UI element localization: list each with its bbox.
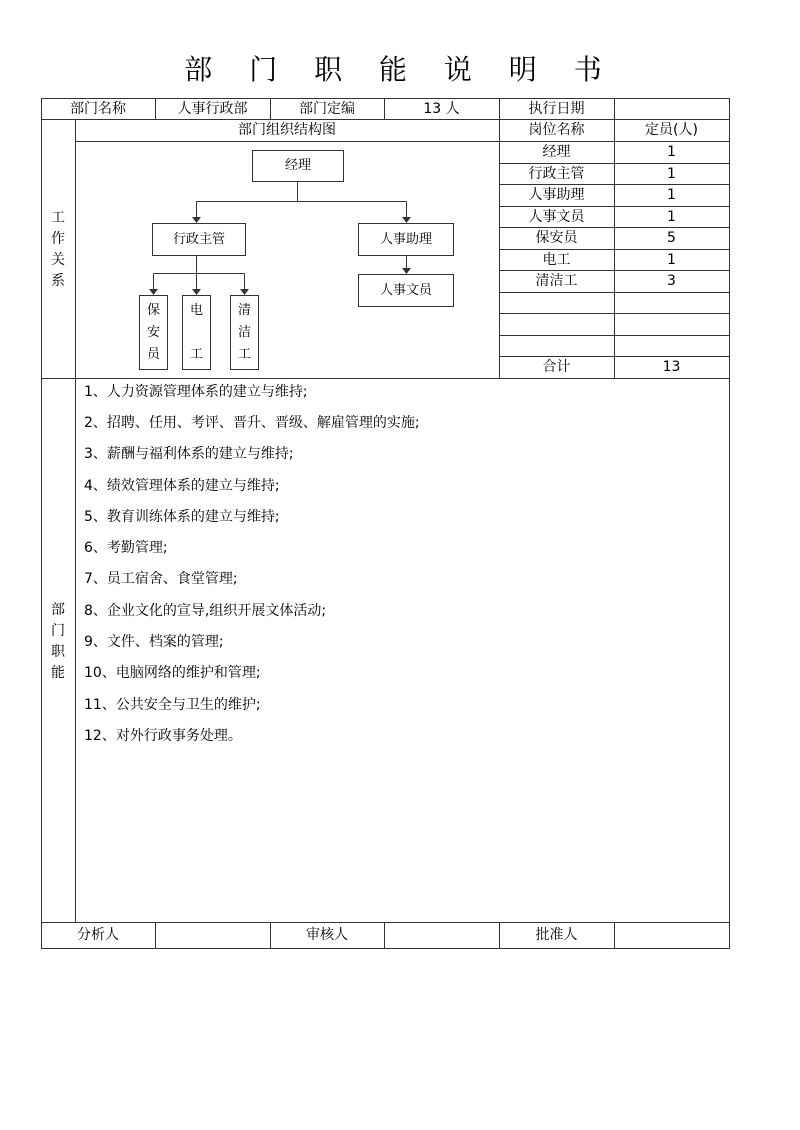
position-name: 人事助理: [528, 187, 585, 203]
page-title: 部 门 职 能 说 明 书: [184, 53, 616, 86]
list-item: 11、公共安全与卫生的维护;: [84, 697, 261, 713]
list-item: 9、文件、档案的管理;: [84, 634, 224, 650]
position-name: 电工: [542, 252, 571, 268]
total-value: 13: [662, 359, 681, 375]
org-node-hr-clerk: 人事文员: [358, 274, 454, 307]
position-count: 1: [667, 252, 676, 268]
position-count: 1: [667, 166, 676, 182]
quota-header: 定员(人): [645, 122, 698, 138]
position-count: 1: [667, 187, 676, 203]
exec-date-label: 执行日期: [528, 101, 585, 117]
list-item: 10、电脑网络的维护和管理;: [84, 665, 261, 681]
position-count: 3: [667, 273, 676, 289]
position-count: 1: [667, 209, 676, 225]
position-name: 行政主管: [528, 166, 585, 182]
org-chart-title: 部门组织结构图: [238, 122, 336, 138]
list-item: 1、人力资源管理体系的建立与维持;: [84, 384, 308, 400]
position-name: 保安员: [535, 230, 578, 246]
org-node-cleaner: 清 洁 工: [230, 295, 259, 370]
list-item: 3、薪酬与福利体系的建立与维持;: [84, 446, 294, 462]
org-node-hr-assistant: 人事助理: [358, 223, 454, 256]
list-item: 2、招聘、任用、考评、晋升、晋级、解雇管理的实施;: [84, 415, 420, 431]
list-item: 8、企业文化的宣导,组织开展文体活动;: [84, 603, 327, 619]
list-item: 12、对外行政事务处理。: [84, 728, 242, 744]
list-item: 5、教育训练体系的建立与维持;: [84, 509, 280, 525]
position-name: 人事文员: [528, 209, 585, 225]
positions-header: 岗位名称: [528, 122, 585, 138]
position-name: 清洁工: [535, 273, 578, 289]
analyst-label: 分析人: [77, 927, 119, 943]
org-node-security: 保 安 员: [139, 295, 168, 370]
org-node-electrician: 电 工: [182, 295, 211, 370]
org-node-admin-supervisor: 行政主管: [152, 223, 246, 256]
dept-name-label: 部门名称: [70, 101, 126, 117]
org-node-manager: 经理: [252, 150, 344, 182]
dept-name-value: 人事行政部: [177, 101, 248, 117]
dept-quota-label: 部门定编: [299, 101, 355, 117]
total-label: 合计: [542, 359, 571, 375]
list-item: 6、考勤管理;: [84, 540, 168, 556]
list-item: 7、员工宿舍、食堂管理;: [84, 571, 238, 587]
position-count: 5: [667, 230, 676, 246]
reviewer-label: 审核人: [306, 927, 348, 943]
list-item: 4、绩效管理体系的建立与维持;: [84, 478, 280, 494]
position-name: 经理: [542, 144, 571, 160]
position-count: 1: [667, 144, 676, 160]
dept-quota-value: 13 人: [423, 101, 460, 117]
approver-label: 批准人: [535, 927, 578, 943]
